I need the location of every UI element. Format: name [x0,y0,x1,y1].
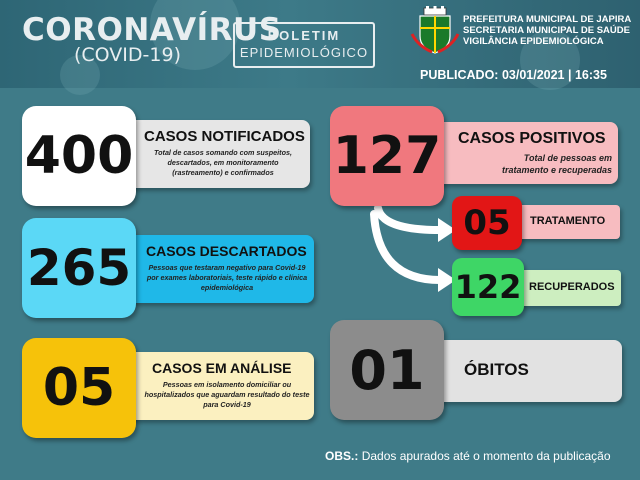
institution-block [463,14,631,47]
descartados-desc: Pessoas que testaram negativo para Covid-19 por exames laboratoriais, teste rápido e clínica epidemiológica [146,263,308,292]
secretaria-name: SECRETARIA MUNICIPAL DE SAÚDE [463,25,630,36]
recuperados-value: 122 [452,258,524,316]
tratamento-label-box [510,205,620,239]
notificados-title: CASOS NOTIFICADOS [144,128,305,145]
recuperados-label-box [515,270,621,306]
obitos-title: ÓBITOS [464,360,529,379]
analise-desc: Pessoas em isolamento domiciliar ou hospitalizados que aguardam resultado do teste para Covid-19 [144,380,310,409]
notificados-value: 400 [22,106,136,206]
notificados-label-box [120,120,310,188]
boletim-line2: EPIDEMIOLÓGICO [239,45,369,60]
notificados-desc: Total de casos somando com suspeitos, descartados, em monitoramento (rastreamento) e confirmados [154,148,292,177]
obitos-value: 01 [330,320,444,420]
tratamento-title: TRATAMENTO [530,215,606,227]
positivos-desc: Total de pessoas em tratamento e recuperadas [501,153,612,175]
descartados-label-box [120,235,314,303]
positivos-value: 127 [330,106,444,206]
prefeitura-name: PREFEITURA MUNICIPAL DE JAPIRA [463,14,632,25]
obs-label: OBS.: [325,449,359,463]
page-subtitle: (COVID-19) [74,44,181,66]
analise-title: CASOS EM ANÁLISE [152,360,292,376]
footer-note [325,449,611,463]
descartados-title: CASOS DESCARTADOS [146,243,307,259]
vigilancia-name: VIGILÂNCIA EPIDEMIOLÓGICA [463,36,604,47]
analise-label-box [120,352,314,420]
positivos-label-box [432,122,618,184]
obs-text: Dados apurados até o momento da publicação [361,449,611,463]
header-banner [0,0,640,88]
published-date: PUBLICADO: 03/01/2021 | 16:35 [420,68,607,82]
positivos-title: CASOS POSITIVOS [458,130,606,147]
obitos-label-box [432,340,622,402]
municipal-crest-icon [410,6,460,56]
recuperados-title: RECUPERADOS [529,281,615,293]
boletim-line1: BOLETIM [267,28,341,43]
page-title: CORONAVÍRUS [22,12,282,48]
descartados-value: 265 [22,218,136,318]
tratamento-value: 05 [452,196,522,250]
boletim-badge [233,22,375,68]
analise-value: 05 [22,338,136,438]
